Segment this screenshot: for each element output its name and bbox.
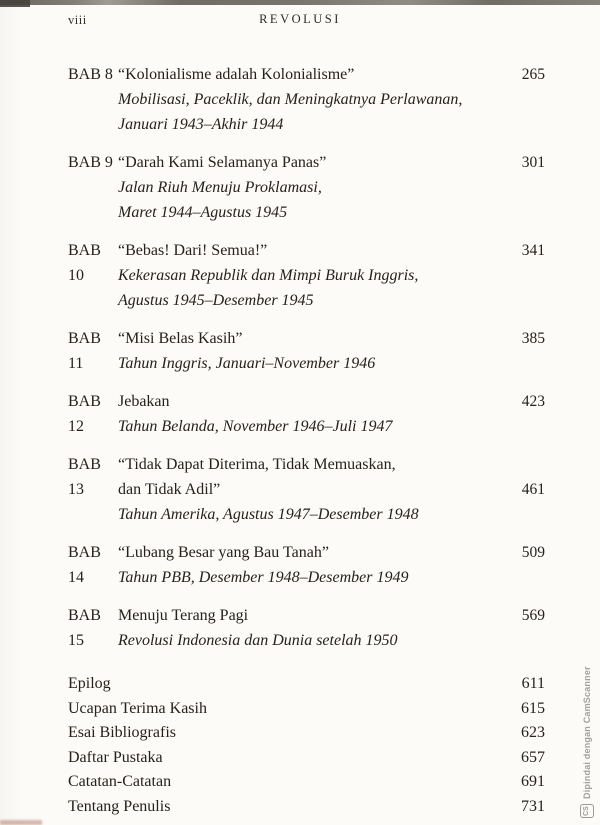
- back-matter-page-number: 623: [521, 724, 545, 741]
- back-matter-page-number: 611: [521, 675, 545, 692]
- chapter-page-number: 265: [521, 66, 545, 83]
- chapter-page-number: 509: [521, 544, 545, 561]
- toc-entry: [68, 238, 545, 313]
- chapter-content: [118, 150, 503, 225]
- chapter-label: BAB 11: [68, 330, 101, 372]
- back-matter-page-number: 691: [521, 773, 545, 790]
- chapter-title: “Kolonialisme adalah Kolonialisme”: [118, 66, 355, 83]
- chapter-label: BAB 12: [68, 393, 101, 435]
- chapter-subtitle: Revolusi Indonesia dan Dunia setelah 1950: [118, 632, 398, 649]
- camscanner-logo-icon: CS: [580, 804, 594, 818]
- chapter-subtitle: Tahun Belanda, November 1946–Juli 1947: [118, 418, 393, 435]
- chapter-subtitle: Mobilisasi, Paceklik, dan Meningkatnya Perlawanan,: [118, 91, 463, 108]
- toc-entry: [68, 603, 545, 653]
- chapter-content: [118, 389, 503, 439]
- back-matter-page-number: 657: [521, 748, 545, 766]
- chapter-subtitle: Jalan Riuh Menuju Proklamasi,: [118, 179, 322, 196]
- scan-edge-artifact-top-left: [0, 0, 30, 7]
- scan-edge-artifact-top: [0, 0, 600, 5]
- chapter-page-number: 341: [521, 242, 545, 259]
- chapter-label: BAB 14: [68, 544, 101, 586]
- running-head: REVOLUSI: [259, 12, 341, 26]
- chapter-page-number: 423: [521, 393, 545, 410]
- chapter-title: “Lubang Besar yang Bau Tanah”: [118, 544, 329, 561]
- back-matter-entry: [68, 672, 545, 697]
- chapter-subtitle: Kekerasan Republik dan Mimpi Buruk Inggris,: [118, 267, 419, 284]
- back-matter-entry: [68, 770, 545, 795]
- scan-smudge-bottom-left: [0, 820, 42, 825]
- chapter-title: Menuju Terang Pagi: [118, 607, 249, 624]
- chapter-content: [118, 540, 503, 590]
- chapter-label: BAB 15: [68, 607, 101, 649]
- chapter-label: BAB 13: [68, 456, 101, 498]
- page-number-folio: viii: [68, 13, 87, 27]
- back-matter-entry: [68, 697, 545, 722]
- chapter-content: [118, 238, 503, 313]
- chapter-content: [118, 326, 503, 376]
- chapter-title: Jebakan: [118, 393, 170, 410]
- chapter-label: BAB 9: [68, 154, 113, 171]
- toc-entry: [68, 326, 545, 376]
- toc-entry: [68, 62, 545, 137]
- chapter-list: [68, 62, 545, 653]
- back-matter-label: Catatan-Catatan: [68, 773, 172, 790]
- back-matter-list: [68, 672, 545, 819]
- chapter-label: BAB 8: [68, 66, 113, 83]
- camscanner-watermark-text: Dipindai dengan CamScanner: [582, 666, 592, 799]
- camscanner-watermark: [580, 628, 594, 818]
- chapter-title: “Darah Kami Selamanya Panas”: [118, 154, 327, 171]
- chapter-subtitle: Tahun PBB, Desember 1948–Desember 1949: [118, 569, 409, 586]
- toc-entry: [68, 452, 545, 527]
- chapter-content: [118, 62, 503, 137]
- chapter-title: “Misi Belas Kasih”: [118, 330, 243, 347]
- chapter-title: “Bebas! Dari! Semua!”: [118, 242, 268, 259]
- chapter-subtitle: Tahun Amerika, Agustus 1947–Desember 1948: [118, 506, 419, 523]
- chapter-page-number: 301: [521, 154, 545, 171]
- chapter-subtitle: Januari 1943–Akhir 1944: [118, 116, 284, 133]
- chapter-title: “Tidak Dapat Diterima, Tidak Memuaskan,: [118, 456, 396, 473]
- chapter-subtitle: Maret 1944–Agustus 1945: [118, 204, 288, 221]
- back-matter-entry: [68, 746, 545, 771]
- back-matter-label: Daftar Pustaka: [68, 748, 163, 766]
- chapter-subtitle: Agustus 1945–Desember 1945: [118, 292, 314, 309]
- chapter-title: dan Tidak Adil”: [118, 481, 221, 498]
- table-of-contents: [68, 62, 545, 819]
- toc-entry: [68, 150, 545, 225]
- toc-entry: [68, 389, 545, 439]
- back-matter-page-number: 615: [521, 699, 545, 717]
- chapter-content: [118, 603, 503, 653]
- back-matter-page-number: 731: [521, 797, 545, 815]
- back-matter-label: Esai Bibliografis: [68, 724, 176, 741]
- chapter-content: [118, 452, 503, 527]
- chapter-page-number: 385: [521, 330, 545, 347]
- chapter-page-number: 461: [521, 481, 545, 498]
- back-matter-label: Tentang Penulis: [68, 797, 171, 815]
- back-matter-entry: [68, 721, 545, 746]
- back-matter-label: Epilog: [68, 675, 111, 692]
- toc-entry: [68, 540, 545, 590]
- chapter-subtitle: Tahun Inggris, Januari–November 1946: [118, 355, 376, 372]
- chapter-page-number: 569: [521, 607, 545, 624]
- back-matter-entry: [68, 795, 545, 820]
- chapter-label: BAB 10: [68, 242, 101, 284]
- back-matter-label: Ucapan Terima Kasih: [68, 699, 207, 717]
